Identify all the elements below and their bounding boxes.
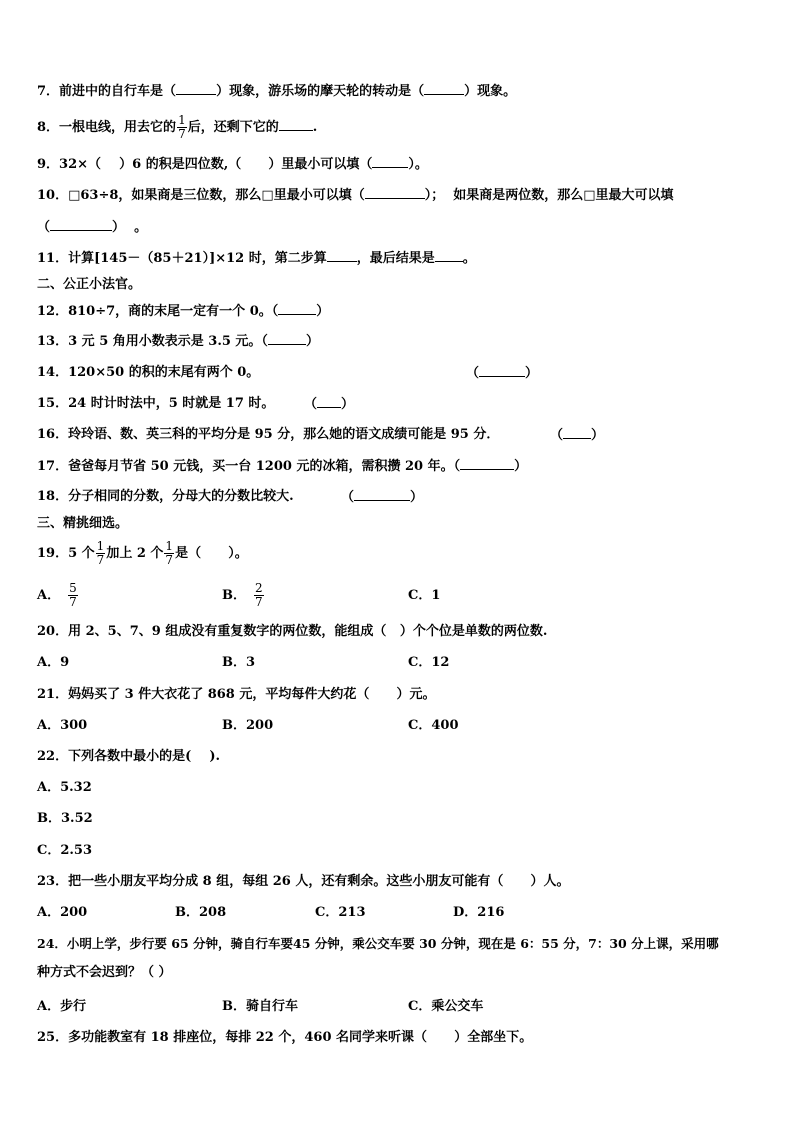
question-number: 25．: [37, 1030, 69, 1045]
option-b[interactable]: [222, 998, 298, 1016]
option-label: C．: [408, 718, 432, 733]
option-label: C．: [408, 655, 432, 670]
option-text: 300: [60, 718, 88, 733]
numerator: 5: [69, 581, 77, 595]
option-c[interactable]: [408, 587, 440, 605]
paren-open: （: [304, 397, 318, 412]
option-text: 208: [199, 905, 227, 920]
option-a[interactable]: [37, 654, 69, 672]
paren-close: ）: [410, 490, 424, 505]
answer-blank[interactable]: [327, 249, 357, 262]
denominator: 7: [165, 553, 174, 567]
answer-blank[interactable]: [50, 218, 112, 231]
option-text: 5.32: [60, 780, 92, 795]
option-a[interactable]: [37, 717, 87, 735]
question-number: 8．: [37, 120, 60, 135]
question-14: [37, 364, 259, 382]
option-c[interactable]: [408, 717, 459, 735]
option-text: 200: [246, 718, 274, 733]
option-text: 216: [477, 905, 505, 920]
question-number: 23．: [37, 874, 69, 889]
question-text: 120×50 的积的末尾有两个 0。: [68, 365, 260, 380]
numerator: 2: [255, 581, 263, 595]
denominator: 7: [69, 595, 77, 609]
option-text: 400: [431, 718, 459, 733]
option-label: B．: [222, 588, 246, 603]
answer-blank[interactable]: [479, 364, 525, 377]
question-text: 一根电线，用去它的: [59, 120, 177, 135]
paren-close: ）: [341, 397, 355, 412]
question-number: 21．: [37, 687, 69, 702]
question-9: [37, 155, 428, 174]
question-text: 。: [462, 251, 476, 266]
question-text: ）现象。: [464, 84, 517, 99]
question-text: □63÷8，如果商是三位数，那么□里最小可以填（: [68, 188, 365, 203]
question-number: 9．: [37, 157, 60, 172]
question-text: 玲玲语、数、英三科的平均分是 95 分，那么她的语文成绩可能是 95 分．: [68, 427, 500, 442]
question-text: 前进中的自行车是（: [59, 84, 177, 99]
question-text: ）现象，游乐场的摩天轮的转动是（: [216, 84, 425, 99]
option-c[interactable]: [408, 654, 449, 672]
section-heading: 二、公正小法官。: [37, 277, 142, 292]
option-text: 213: [338, 905, 366, 920]
question-13: [37, 332, 319, 351]
question-text: 用 2、5、7、9 组成没有重复数字的两位数，能组成（ ）个个位是单数的两位数.: [68, 624, 548, 639]
option-text: 2.53: [60, 843, 93, 858]
question-8: [37, 113, 317, 143]
question-21: [37, 686, 436, 704]
question-17: [37, 457, 527, 476]
question-16: [37, 426, 499, 444]
option-text: 200: [60, 905, 88, 920]
answer-paren: [341, 488, 423, 507]
answer-blank[interactable]: [460, 457, 514, 470]
question-text: 计算[145－（85＋21）]×12 时，第二步算: [68, 251, 327, 266]
question-text: 后，还剩下它的: [187, 120, 279, 135]
question-number: 12．: [37, 304, 69, 319]
answer-blank[interactable]: [435, 249, 463, 262]
fraction: [164, 540, 174, 567]
question-text: ）。: [408, 157, 428, 172]
answer-paren: [304, 395, 354, 414]
question-text: 是（ ）。: [175, 546, 248, 561]
question-text: ）: [305, 334, 319, 349]
question-number: 18．: [37, 489, 69, 504]
section-heading: 三、精挑细选。: [37, 516, 129, 531]
option-label: C．: [315, 905, 339, 920]
denominator: 7: [255, 595, 263, 609]
fraction: [96, 540, 106, 567]
question-20: [37, 623, 547, 641]
question-number: 20．: [37, 624, 69, 639]
option-label: B．: [175, 905, 199, 920]
question-text: 爸爸每月节省 50 元钱，买一台 1200 元的冰箱，需积攒 20 年。（: [68, 459, 461, 474]
question-number: 24．: [37, 936, 67, 951]
question-19: [37, 538, 248, 570]
question-text: ）: [316, 304, 330, 319]
option-b[interactable]: [37, 810, 93, 828]
paren-open: （: [550, 428, 564, 443]
fraction: [254, 582, 264, 609]
option-c[interactable]: [408, 998, 483, 1016]
question-18: [37, 488, 294, 506]
paren-close: ）: [591, 428, 605, 443]
answer-blank[interactable]: [424, 82, 464, 95]
option-b[interactable]: [222, 580, 265, 612]
question-24: [37, 935, 719, 953]
question-text: 加上 2 个: [106, 546, 164, 561]
fraction: [68, 582, 78, 609]
question-text: ） 。: [112, 220, 148, 235]
question-text: 下列各数中最小的是( ).: [68, 749, 221, 764]
question-11: [37, 249, 476, 268]
answer-blank[interactable]: [372, 155, 408, 168]
question-22: [37, 748, 220, 766]
question-text: 32×（ ）6 的积是四位数,（ ）里最小可以填（: [59, 157, 373, 172]
question-number: 14．: [37, 365, 69, 380]
option-label: A．: [37, 718, 61, 733]
paren-open: （: [466, 366, 480, 381]
option-label: A．: [37, 780, 61, 795]
option-text: 骑自行车: [246, 999, 299, 1014]
question-text: .: [312, 120, 318, 135]
answer-blank[interactable]: [176, 82, 216, 95]
option-text: 12: [431, 655, 450, 670]
option-label: C．: [408, 999, 432, 1014]
question-15: [37, 395, 274, 413]
question-text: 妈妈买了 3 件大衣花了 868 元，平均每件大约花（ ）元。: [68, 687, 436, 702]
answer-blank[interactable]: [365, 186, 425, 199]
paren-close: ）: [525, 366, 539, 381]
option-a[interactable]: [37, 779, 92, 797]
answer-paren: [550, 426, 604, 445]
option-label: B．: [222, 718, 246, 733]
question-number: 17．: [37, 459, 69, 474]
option-text: 乘公交车: [431, 999, 484, 1014]
option-c[interactable]: [37, 842, 92, 860]
numerator: 1: [96, 539, 105, 553]
answer-blank[interactable]: [317, 395, 341, 408]
question-number: 10．: [37, 188, 69, 203]
option-label: A．: [37, 655, 61, 670]
question-text: 分子相同的分数，分母大的分数比较大.: [68, 489, 294, 504]
question-number: 7．: [37, 84, 60, 99]
question-text: 3 元 5 角用小数表示是 3.5 元。（: [68, 334, 268, 349]
question-text: 多功能教室有 18 排座位，每排 22 个，460 名同学来听课（ ）全部坐下。: [68, 1030, 533, 1045]
option-text: 9: [60, 655, 70, 670]
question-text: ）； 如果商是两位数，那么□里最大可以填: [424, 188, 674, 203]
answer-blank[interactable]: [278, 302, 316, 315]
option-c[interactable]: [315, 904, 366, 922]
question-text: 把一些小朋友平均分成 8 组，每组 26 人，还有剩余。这些小朋友可能有（ ）人。: [68, 874, 570, 889]
option-label: C．: [37, 843, 61, 858]
option-label: B．: [37, 811, 61, 826]
question-text: 810÷7，商的末尾一定有一个 0。（: [68, 304, 279, 319]
option-text: 步行: [60, 999, 87, 1014]
option-label: D．: [453, 905, 478, 920]
question-number: 13．: [37, 334, 69, 349]
option-d[interactable]: [453, 904, 504, 922]
question-24-continued: 种方式不会迟到？（ ）: [37, 965, 172, 980]
question-10-continued: [37, 218, 147, 237]
option-label: A．: [37, 905, 61, 920]
option-label: A．: [37, 588, 61, 603]
question-10: [37, 186, 674, 205]
option-a[interactable]: [37, 904, 87, 922]
answer-blank[interactable]: [279, 118, 313, 131]
denominator: 7: [96, 553, 105, 567]
option-label: B．: [222, 655, 246, 670]
question-text: ）: [514, 459, 528, 474]
question-23: [37, 873, 570, 891]
question-number: 19．: [37, 546, 69, 561]
answer-blank[interactable]: [354, 488, 410, 501]
question-text: 5 个: [68, 546, 95, 561]
question-text: 小明上学，步行要 65 分钟，骑自行车要45 分钟，乘公交车要 30 分钟，现在是 6：55 分，7：30 分上课，采用哪: [66, 936, 719, 951]
denominator: 7: [178, 127, 186, 141]
answer-blank[interactable]: [268, 332, 306, 345]
question-number: 15．: [37, 396, 69, 411]
option-text: 3.52: [61, 811, 93, 826]
option-b[interactable]: [222, 654, 255, 672]
paren-open: （: [341, 490, 355, 505]
fraction: [177, 114, 187, 141]
option-label: A．: [37, 999, 61, 1014]
question-number: 22．: [37, 749, 69, 764]
question-7: [37, 82, 516, 101]
numerator: 1: [178, 113, 186, 127]
numerator: 1: [165, 539, 174, 553]
question-number: 11．: [37, 251, 69, 266]
question-25: [37, 1029, 532, 1047]
option-a[interactable]: [37, 998, 86, 1016]
option-b[interactable]: [175, 904, 226, 922]
answer-paren: [466, 364, 538, 383]
option-label: B．: [222, 999, 246, 1014]
option-text: 3: [246, 655, 256, 670]
answer-blank[interactable]: [563, 426, 591, 439]
option-b[interactable]: [222, 717, 273, 735]
question-text: ，最后结果是: [356, 251, 435, 266]
option-a[interactable]: [37, 580, 79, 612]
question-text: （: [37, 220, 51, 235]
option-text: 1: [431, 588, 441, 603]
question-12: [37, 302, 329, 321]
question-text: 24 时计时法中，5 时就是 17 时。: [68, 396, 275, 411]
option-label: C．: [408, 588, 432, 603]
question-number: 16．: [37, 427, 69, 442]
